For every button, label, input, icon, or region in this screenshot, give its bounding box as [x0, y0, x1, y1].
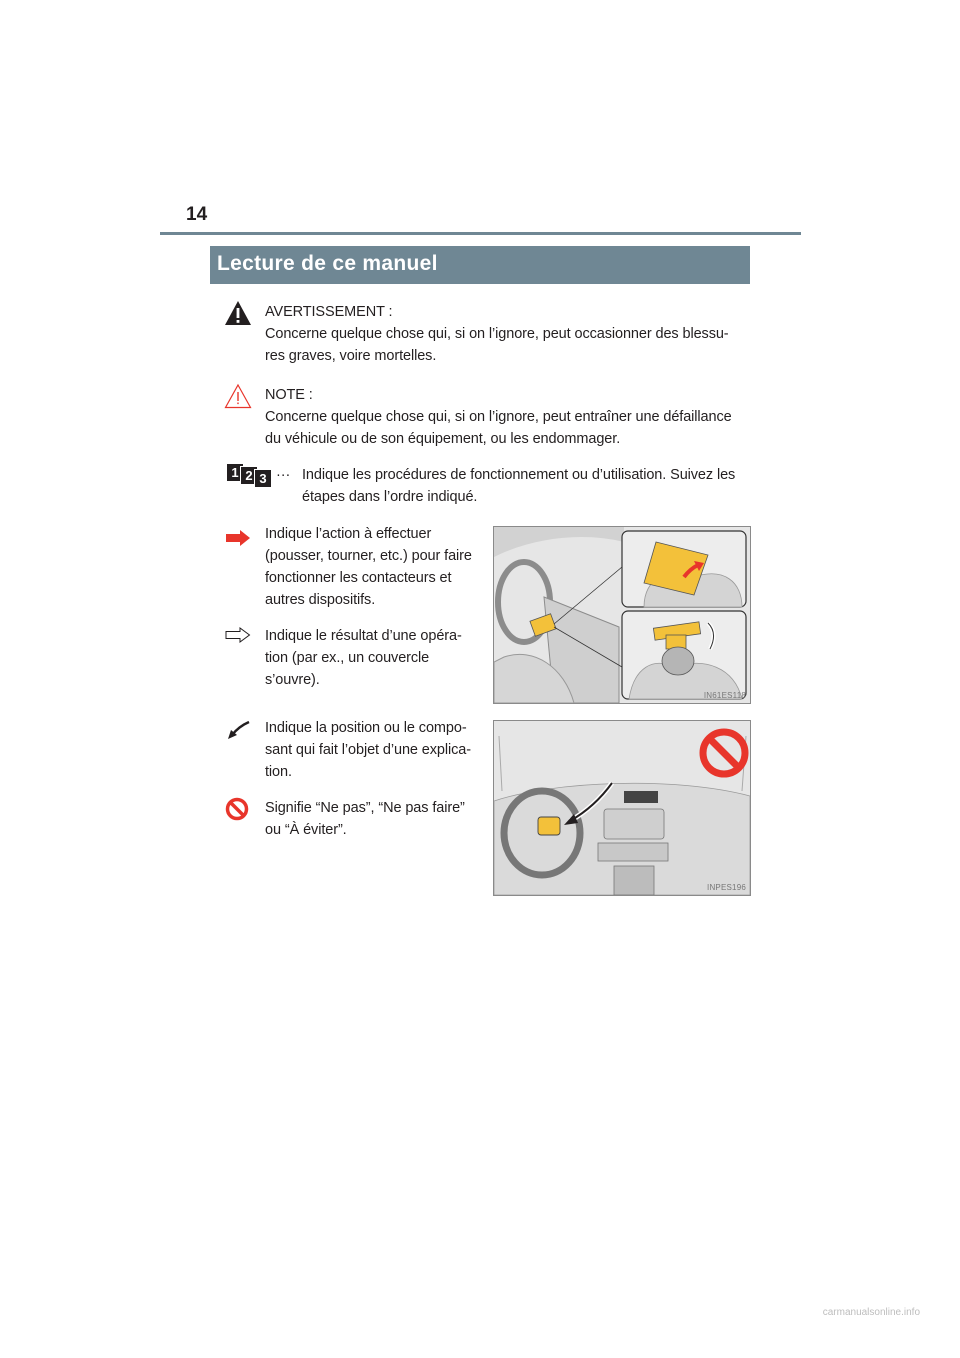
position-text-line: tion. [265, 764, 292, 780]
note-text-line: du véhicule ou de son équipement, ou les endommager. [265, 431, 621, 447]
step-badge: 2 [240, 466, 258, 485]
outline-arrow-icon [225, 627, 251, 643]
result-text-line: tion (par ex., un couvercle [265, 650, 430, 666]
action-text-line: (pousser, tourner, etc.) pour faire [265, 548, 472, 564]
steps-text-line: étapes dans l’ordre indiqué. [302, 489, 478, 505]
footer-watermark: carmanualsonline.info [822, 1307, 920, 1318]
note-text-line: Concerne quelque chose qui, si on l’ignore, peut entraîner une défaillance [265, 409, 732, 425]
header-rule [160, 232, 801, 235]
step-badge: 3 [254, 469, 272, 488]
prohibition-entry [265, 797, 479, 841]
prohibition-text-line: Signifie “Ne pas”, “Ne pas faire” [265, 800, 465, 816]
steps-entry [302, 464, 752, 508]
step-badge: 1 [226, 463, 244, 482]
section-header [210, 246, 750, 284]
figure-code: INPES196 [707, 883, 746, 892]
warning-entry [265, 301, 755, 367]
action-text-line: Indique l’action à effectuer [265, 526, 432, 542]
warning-text-line: res graves, voire mortelles. [265, 348, 437, 364]
warning-heading: AVERTISSEMENT : [265, 304, 393, 320]
console-illustration [493, 526, 751, 704]
note-entry [265, 384, 755, 450]
note-heading: NOTE : [265, 387, 313, 403]
section-title: Lecture de ce manuel [217, 252, 438, 275]
console-drawing [494, 527, 750, 703]
prohibition-icon [225, 797, 249, 821]
action-entry [265, 523, 479, 611]
warning-text-line: Concerne quelque chose qui, si on l’ignore, peut occasionner des blessu- [265, 326, 729, 342]
page-number: 14 [186, 204, 208, 225]
position-text-line: sant qui fait l’objet d’une explica- [265, 742, 471, 758]
steps-text-line: Indique les procédures de fonctionnement ou d’utilisation. Suivez les [302, 467, 736, 483]
result-entry [265, 625, 479, 691]
steps-dots: ··· [276, 467, 291, 483]
dashboard-drawing [494, 721, 750, 895]
step-badges-icon [226, 463, 276, 487]
result-text-line: s’ouvre). [265, 672, 320, 688]
dashboard-illustration [493, 720, 751, 896]
result-text-line: Indique le résultat d’une opéra- [265, 628, 462, 644]
prohibition-text-line: ou “À éviter”. [265, 822, 347, 838]
action-text-line: fonctionner les contacteurs et [265, 570, 452, 586]
action-text-line: autres dispositifs. [265, 592, 376, 608]
solid-arrow-icon [225, 530, 251, 546]
warning-triangle-outline-icon [224, 383, 252, 409]
curved-pointer-arrow-icon [226, 720, 250, 740]
warning-triangle-filled-icon [224, 300, 252, 326]
position-entry [265, 717, 479, 783]
position-text-line: Indique la position ou le compo- [265, 720, 467, 736]
figure-code: IN61ES118 [703, 691, 746, 700]
